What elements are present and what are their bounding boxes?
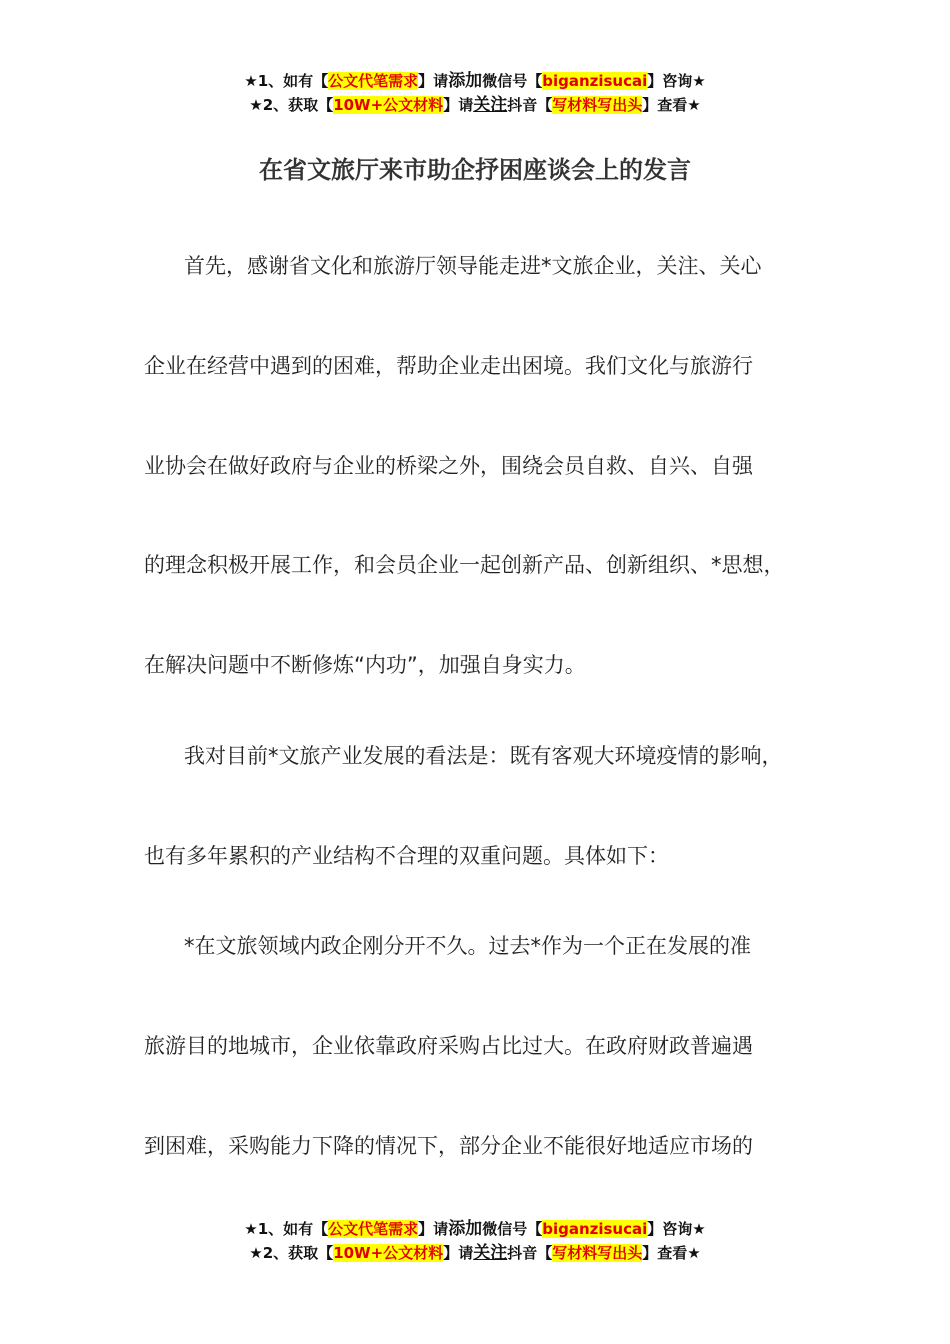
body-line-10: 到困难，采购能力下降的情况下，部分企业不能很好地适应市场的 [144, 1134, 753, 1158]
body-line-3: 业协会在做好政府与企业的桥梁之外，围绕会员自救、自兴、自强 [144, 454, 753, 478]
body-line-9: 旅游目的地城市，企业依靠政府采购占比过大。在政府财政普遍遇 [144, 1034, 753, 1058]
body-line-8: *在文旅领域内政企刚分开不久。过去*作为一个正在发展的准 [184, 934, 751, 958]
highlight-materials: 10W+公文材料 [333, 96, 444, 114]
banner-line-2: ★2、获取【10W+公文材料】请关注抖音【写材料写出头】查看★ [249, 95, 701, 115]
body-line-6: 我对目前*文旅产业发展的看法是：既有客观大环境疫情的影响， [184, 744, 783, 768]
body-line-5: 在解决问题中不断修炼“内功”，加强自身实力。 [144, 653, 586, 677]
highlight-service: 公文代笔需求 [328, 72, 419, 90]
body-line-7: 也有多年累积的产业结构不合理的双重问题。具体如下： [144, 844, 669, 868]
body-line-2: 企业在经营中遇到的困难，帮助企业走出困境。我们文化与旅游行 [144, 354, 753, 378]
body-line-4: 的理念积极开展工作，和会员企业一起创新产品、创新组织、*思想， [144, 553, 785, 577]
top-banner [0, 69, 950, 117]
banner-line-1: ★1、如有【公文代笔需求】请添加微信号【biganzisucai】咨询★ [244, 71, 706, 91]
highlight-wechat-id: biganzisucai [542, 72, 648, 90]
banner-line-2-bottom: ★2、获取【10W+公文材料】请关注抖音【写材料写出头】查看★ [249, 1243, 701, 1263]
banner-line-1-bottom: ★1、如有【公文代笔需求】请添加微信号【biganzisucai】咨询★ [244, 1219, 706, 1239]
bottom-banner [0, 1217, 950, 1265]
body-line-1: 首先，感谢省文化和旅游厅领导能走进*文旅企业，关注、关心 [184, 254, 762, 278]
highlight-douyin: 写材料写出头 [552, 96, 643, 114]
document-title: 在省文旅厅来市助企抒困座谈会上的发言 [259, 156, 691, 184]
